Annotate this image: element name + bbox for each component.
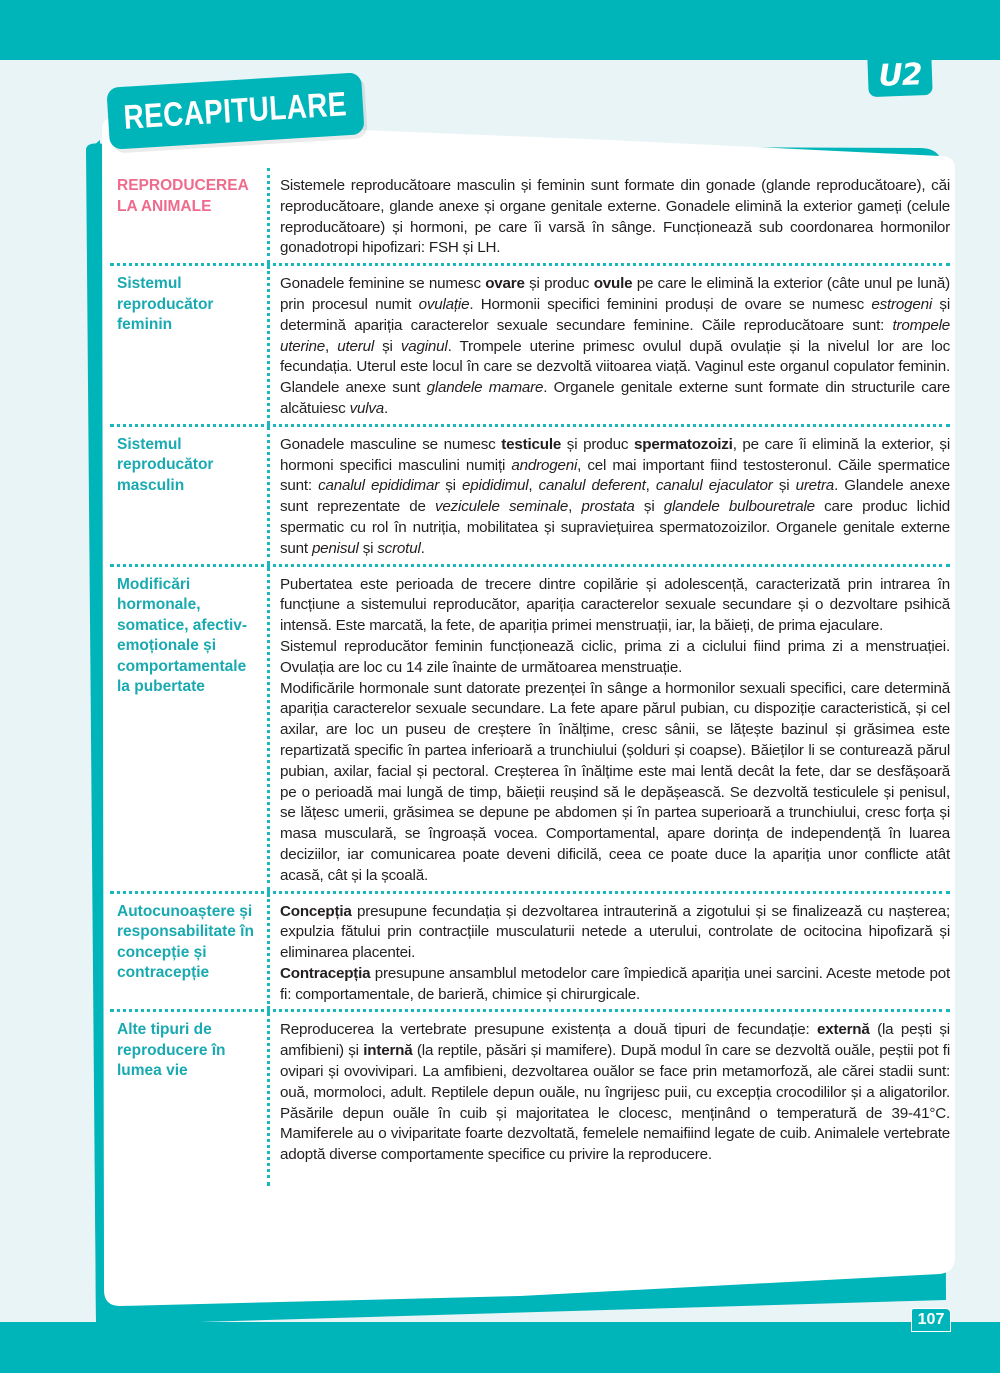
- italic-term: canalul deferent: [538, 477, 646, 495]
- italic-term: androgeni: [511, 456, 578, 474]
- italic-term: trompele uterine: [280, 316, 950, 355]
- text-run: Modificările hormonale sunt datorate prezenței în sânge a hormonilor sexuali specifici, care determină apariția caracterelor sexuale secundare. La fete apare părul pubian, cu dispoziție caracteristică, și cel axilar, are loc un puseu de creștere în înălțime, cresc sânii, se lățește bazinul și grăsimea este repartizată specific în partea inferioară a trunchiului (șolduri și coapse). Băieților li se conturează părul pubian, axilar, facial și pectoral. Creșterea în înălțime este mai lentă decât la fete, dar se desfășoară pe o perioadă mai lungă de timp, băieții reușind să le depășească. Se dezvoltă testiculele și penisul, se lățesc umerii, grăsimea se depune pe abdomen și în partea superioară a trunchiului, cresc forța și masa musculară, se îngroașă vocea. Comportamental, apare dorința de independență în luarea deciziilor, iar comunicarea poate deveni dificilă, ceea ce poate duce la apariția unor conflicte atât acasă, cât și la școală.: [280, 679, 950, 884]
- italic-term: vaginul: [400, 337, 448, 355]
- section-paragraph: [280, 902, 950, 964]
- text-run: și: [374, 337, 401, 355]
- section-paragraph: [280, 679, 950, 887]
- section-text: [270, 168, 950, 263]
- section-paragraph: [280, 964, 950, 1006]
- bold-term: ovule: [593, 275, 633, 293]
- bold-term: Concepția: [280, 902, 352, 920]
- section-text: [270, 1012, 950, 1186]
- italic-term: canalul epididimar: [318, 477, 440, 495]
- bold-term: externă: [816, 1021, 870, 1039]
- bold-term: ovare: [485, 275, 525, 293]
- summary-table: [110, 168, 950, 1186]
- italic-term: scrotul: [377, 539, 421, 557]
- section-label: REPRODUCEREA LA ANIMALE: [110, 168, 270, 263]
- text-run: Gonadele feminine se numesc: [280, 275, 486, 293]
- section-paragraph: [280, 575, 950, 637]
- section-paragraph: [280, 274, 950, 420]
- bold-term: spermatozoizi: [634, 435, 733, 453]
- text-run: , pe care îi elimină la exterior, și hormoni specifici masculini numiți: [280, 435, 950, 474]
- section-paragraph: [280, 1020, 950, 1166]
- italic-term: estrogeni: [871, 295, 933, 313]
- page-title-text: RECAPITULARE: [122, 84, 349, 137]
- text-run: Sistemul reproducător feminin funcționează ciclic, prima zi a ciclului fiind prima zi a menstruației. Ovulația are loc cu 14 zile înainte de următoarea menstruație.: [280, 637, 950, 676]
- text-run: .: [384, 399, 389, 417]
- text-run: ,: [645, 477, 656, 495]
- section-label: Sistemul reproducător masculin: [110, 427, 270, 564]
- text-run: pe care le elimină la exterior (câte unul pe lună) prin procesul numit: [280, 275, 950, 313]
- italic-term: canalul ejaculator: [655, 477, 773, 495]
- text-run: Gonadele masculine se numesc: [280, 435, 502, 453]
- text-run: și: [439, 477, 463, 495]
- section-text: [270, 427, 950, 564]
- summary-row: [110, 263, 950, 424]
- text-run: ,: [325, 337, 338, 355]
- italic-term: ovulație: [418, 295, 470, 313]
- summary-row: [110, 168, 950, 263]
- bold-term: testicule: [501, 435, 562, 453]
- text-run: și determină apariția caracterelor sexuale secundare feminine. Căile reproducătoare sunt:: [280, 295, 951, 334]
- text-run: și: [358, 539, 378, 557]
- text-run: (la reptile, păsări și mamifere). După modul în care se dezvoltă ouăle, peștii pot fi ovipari și ovovivipari. La amfibieni, dezvoltarea ouălor se face prin metamorfoză, ale cărei stadii sunt: ouă, mormoloci, adult. Reptilele depun ouăle, nu îngrijesc puii, cu excepția crocodililor și a aligatorilor. Păsările depun ouăle în cuib și majoritatea le clocesc, menținând o temperatură de 39-41°C. Mamiferele au o viviparitate foarte dezvoltată, femelele nemaifiind legate de cuib. Animalele vertebrate adoptă diverse comportamente specifice cu privire la reproducere.: [280, 1042, 950, 1164]
- text-run: și produc: [524, 275, 594, 293]
- bold-term: Contracepția: [280, 964, 371, 982]
- italic-term: vulva: [349, 399, 385, 417]
- text-run: . Hormonii specifici feminini produși de ovare se numesc: [469, 295, 872, 313]
- text-run: , cel mai important fiind testosteronul. Căile spermatice sunt:: [280, 456, 950, 495]
- section-text: [270, 266, 950, 424]
- italic-term: glandele mamare: [426, 379, 544, 397]
- text-run: . Organele genitale externe sunt formate din structurile care alcătuiesc: [280, 379, 950, 417]
- summary-row: [110, 891, 950, 1010]
- bold-term: internă: [363, 1042, 413, 1060]
- italic-term: glandele bulbouretrale: [663, 498, 815, 516]
- italic-term: epididimul: [462, 477, 529, 495]
- text-run: și: [772, 477, 796, 495]
- text-run: . Trompele uterine primesc ovulul după ovulație și la nivelul lor are loc fecundația. Uterul este locul în care se dezvoltă viitoarea viață. Vaginul este organul copulator feminin. Glandele anexe sunt: [280, 337, 950, 397]
- text-run: .: [420, 539, 425, 557]
- summary-row: [110, 424, 950, 564]
- text-run: Sistemele reproducătoare masculin și feminin sunt formate din gonade (glande reproducătoare), căi reproducătoare, glande anexe și organe genitale externe. Gonadele elimină la exterior gameți (celule reproducătoare) și hormoni, pe care îi varsă în sânge. Funcționează sub coordonarea hormonilor gonadotropi hipofizari: FSH și LH.: [280, 177, 950, 257]
- text-run: ,: [528, 477, 539, 495]
- text-run: care produc lichid spermatic cu rol în nutriția, mobilitatea și supraviețuirea spermatozoizilor. Organele genitale externe sunt: [280, 498, 951, 557]
- italic-term: prostata: [581, 498, 635, 516]
- section-label: Modificări hormonale, somatice, afectiv-emoționale și comportamentale la pubertate: [110, 567, 270, 891]
- italic-term: uterul: [337, 337, 374, 355]
- unit-badge: U2: [867, 53, 932, 97]
- text-run: presupune ansamblul metodelor care împiedică apariția unei sarcini. Aceste metode pot fi: comportamentale, de barieră, chimice și chirurgicale.: [280, 964, 950, 1003]
- text-run: Reproducerea la vertebrate presupune existența a două tipuri de fecundație:: [280, 1021, 817, 1039]
- section-text: [270, 567, 950, 891]
- section-paragraph: [280, 637, 950, 679]
- text-run: Pubertatea este perioada de trecere dintre copilărie și adolescență, caracterizată prin intrarea în funcțiune a sistemului reproducător, apariția caracterelor sexuale secundare și o dezvoltare psihică intensă. Este marcată, la fete, de apariția primei menstruații, iar, la băieți, de prima ejaculare.: [280, 575, 950, 635]
- italic-term: penisul: [311, 539, 359, 557]
- page-number: 107: [911, 1308, 951, 1332]
- text-run: și produc: [561, 435, 635, 453]
- section-paragraph: [280, 435, 950, 560]
- summary-row: [110, 1009, 950, 1186]
- italic-term: uretra: [795, 477, 835, 495]
- text-run: . Glandele anexe sunt reprezentate de: [280, 477, 951, 516]
- text-run: (la pești și amfibieni) și: [280, 1021, 950, 1060]
- italic-term: veziculele seminale: [435, 498, 569, 516]
- section-text: [270, 894, 950, 1010]
- summary-row: [110, 564, 950, 891]
- section-label: Autocunoaștere și responsabilitate în concepție și contracepție: [110, 894, 270, 1010]
- text-run: și: [634, 498, 664, 516]
- section-label: Alte tipuri de reproducere în lumea vie: [110, 1012, 270, 1186]
- text-run: presupune fecundația și dezvoltarea intrauterină a zigotului și se finalizează cu nașterea; expulzia fătului prin contracțiile musculaturii netede a uterului, controlate de ocitocina hipofizară și eliminarea placentei.: [280, 902, 950, 962]
- section-paragraph: [280, 176, 950, 259]
- text-run: ,: [568, 498, 582, 516]
- section-label: Sistemul reproducător feminin: [110, 266, 270, 424]
